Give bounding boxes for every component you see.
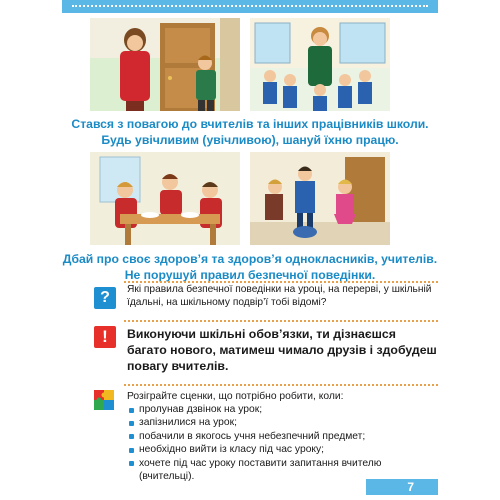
task-list [127, 403, 439, 483]
task-intro: Розіграйте сценки, що потрібно робити, коли: [127, 391, 344, 402]
illustration-teacher-class [250, 18, 390, 111]
puzzle-icon [93, 389, 115, 411]
list-item: запізнилися на урок; [127, 416, 439, 429]
remember-text: Виконуючи шкільні обов’язки, ти дізнаєшся багато нового, матимеш чимало друзів і здобудеш повагу вчителів. [127, 327, 437, 373]
caption-health: Дбай про своє здоров’я та здоров’я однокласників, учителів. Не порушуй правил безпечної поведінки. [62, 252, 438, 282]
list-item: необхідно вийти із класу під час уроку; [127, 443, 439, 456]
remember-divider [124, 320, 438, 322]
top-decorative-bar [62, 0, 438, 13]
caption-respect: Стався з повагою до вчителів та інших працівників школи. Будь увічливим (увічливою), шануй їхню працю. [71, 117, 429, 147]
list-item: побачили в якогось учня небезпечний предмет; [127, 430, 439, 443]
list-item: хочете під час уроку поставити запитання вчителю (вчительці). [127, 457, 439, 484]
illustration-helping-classmate [250, 152, 390, 245]
task-divider [124, 384, 438, 386]
question-mark-icon: ? [94, 287, 116, 309]
list-item: пролунав дзвінок на урок; [127, 403, 439, 416]
question-text: Які правила безпечної поведінки на уроці, на перерві, у шкільній їдальні, на шкільному подвір’ї тобі відомі? [127, 284, 432, 308]
question-divider [124, 281, 438, 283]
page-number: 7 [366, 479, 438, 495]
illustration-lunch-table [90, 152, 240, 245]
exclamation-icon: ! [94, 326, 116, 348]
illustration-door-courtesy [90, 18, 240, 111]
